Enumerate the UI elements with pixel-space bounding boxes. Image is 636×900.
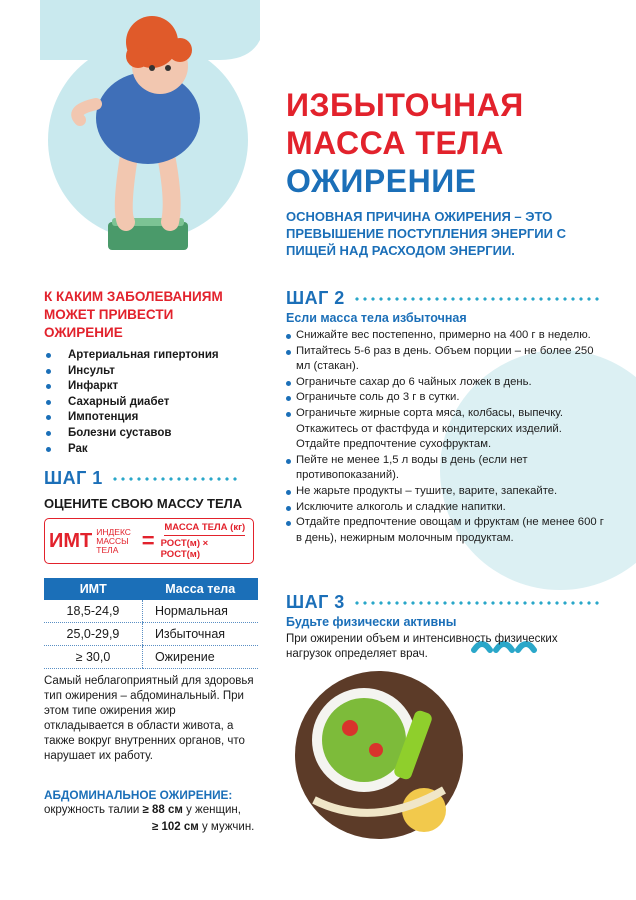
formula-def-line-2: МАССЫ [96, 535, 129, 546]
step2-label: ШАГ 2 [286, 288, 345, 308]
abdominal-men-suffix: у мужчин. [198, 821, 255, 833]
table-cell: ≥ 30,0 [44, 646, 142, 669]
table-cell: Избыточная [142, 623, 258, 646]
step2-heading [286, 288, 601, 309]
step3-label: ШАГ 3 [286, 592, 345, 612]
healthy-food-illustration [294, 670, 464, 840]
list-item: Инфаркт [44, 379, 219, 395]
table-cell: Нормальная [142, 600, 258, 623]
step3-subtitle: Будьте физически активны [286, 615, 457, 629]
list-item: Отдайте предпочтение овощам и фруктам (не менее 600 г в день), нежирным молочным продуктам. [286, 515, 606, 546]
diseases-heading [44, 288, 223, 342]
list-item: Рак [44, 442, 219, 458]
abdominal-men-value: ≥ 102 см [152, 821, 199, 833]
list-item: Ограничьте соль до 3 г в сутки. [286, 390, 606, 406]
step2-subtitle: Если масса тела избыточная [286, 311, 467, 325]
page-title [286, 86, 524, 200]
table-row [44, 600, 258, 623]
bmi-table [44, 578, 258, 669]
table-row [44, 646, 258, 669]
diseases-heading-line-3: ОЖИРЕНИЕ [44, 325, 123, 340]
formula-numerator: МАССА ТЕЛА (кг) [164, 522, 245, 536]
abdominal-women [44, 804, 241, 816]
step1-subtitle: ОЦЕНИТЕ СВОЮ МАССУ ТЕЛА [44, 496, 243, 511]
title-line-2: МАССА ТЕЛА [286, 125, 504, 161]
list-item: Ограничьте жирные сорта мяса, колбасы, выпечку. Откажитесь от фастфуда и кондитерских изделий. Отдайте предпочтение сухофруктам. [286, 406, 606, 453]
abdominal-women-value: ≥ 88 см [142, 804, 183, 816]
list-item: Исключите алкоголь и сладкие напитки. [286, 500, 606, 516]
diseases-heading-line-1: К КАКИМ ЗАБОЛЕВАНИЯМ [44, 289, 223, 304]
table-header: Масса тела [142, 578, 258, 600]
diseases-heading-line-2: МОЖЕТ ПРИВЕСТИ [44, 307, 174, 322]
lead-text: ОСНОВНАЯ ПРИЧИНА ОЖИРЕНИЯ – ЭТО ПРЕВЫШЕНИЕ ПОСТУПЛЕНИЯ ЭНЕРГИИ С ПИЩЕЙ НАД РАСХОДОМ ЭНЕРГИИ. [286, 209, 566, 258]
table-cell: 25,0-29,9 [44, 623, 142, 646]
list-item: Не жарьте продукты – тушите, варите, запекайте. [286, 484, 606, 500]
abdominal-heading: АБДОМИНАЛЬНОЕ ОЖИРЕНИЕ: [44, 788, 233, 802]
abdominal-men [152, 821, 254, 833]
table-header-row [44, 578, 258, 600]
list-item: Болезни суставов [44, 426, 219, 442]
abdominal-text: окружность талии [44, 804, 143, 816]
step1-label: ШАГ 1 [44, 468, 103, 488]
formula-abbr: ИМТ [49, 529, 93, 552]
table-header: ИМТ [44, 578, 142, 600]
formula-def-line-1: ИНДЕКС [96, 526, 131, 537]
list-item: Сахарный диабет [44, 395, 219, 411]
woman-on-scale-illustration [40, 0, 255, 275]
diseases-list [44, 348, 219, 457]
table-row [44, 623, 258, 646]
formula-equals: = [141, 528, 155, 553]
step2-list [286, 328, 606, 546]
formula-fraction [161, 522, 249, 560]
step3-text: При ожирении объем и интенсивность физических нагрузок определяет врач. [286, 633, 558, 660]
title-line-3: ОЖИРЕНИЕ [286, 163, 477, 199]
step3-heading [286, 592, 601, 613]
list-item: Артериальная гипертония [44, 348, 219, 364]
abdominal-women-suffix: у женщин, [182, 804, 241, 816]
list-item: Ограничьте сахар до 6 чайных ложек в день. [286, 375, 606, 391]
list-item: Пейте не менее 1,5 л воды в день (если нет противопоказаний). [286, 453, 606, 484]
bmi-formula [44, 518, 254, 564]
title-line-1: ИЗБЫТОЧНАЯ [286, 87, 524, 123]
list-item: Питайтесь 5-6 раз в день. Объем порции – не более 250 мл (стакан). [286, 344, 606, 375]
dotted-divider [111, 477, 241, 481]
step1-heading [44, 468, 241, 489]
table-cell: Ожирение [142, 646, 258, 669]
dotted-divider [353, 601, 601, 605]
formula-definition [96, 528, 135, 555]
dotted-divider [353, 297, 601, 301]
formula-denominator: РОСТ(м) × РОСТ(м) [160, 538, 209, 560]
formula-def-line-3: ТЕЛА [96, 544, 119, 555]
list-item: Снижайте вес постепенно, примерно на 400 г в неделю. [286, 328, 606, 344]
abdominal-note: Самый неблагоприятный для здоровья тип ожирения – абдоминальный. При этом типе ожирения жир откладывается в области живота, а также вокруг внутренних органов, что нарушает их работу. [44, 675, 254, 762]
list-item: Импотенция [44, 410, 219, 426]
table-cell: 18,5-24,9 [44, 600, 142, 623]
list-item: Инсульт [44, 364, 219, 380]
